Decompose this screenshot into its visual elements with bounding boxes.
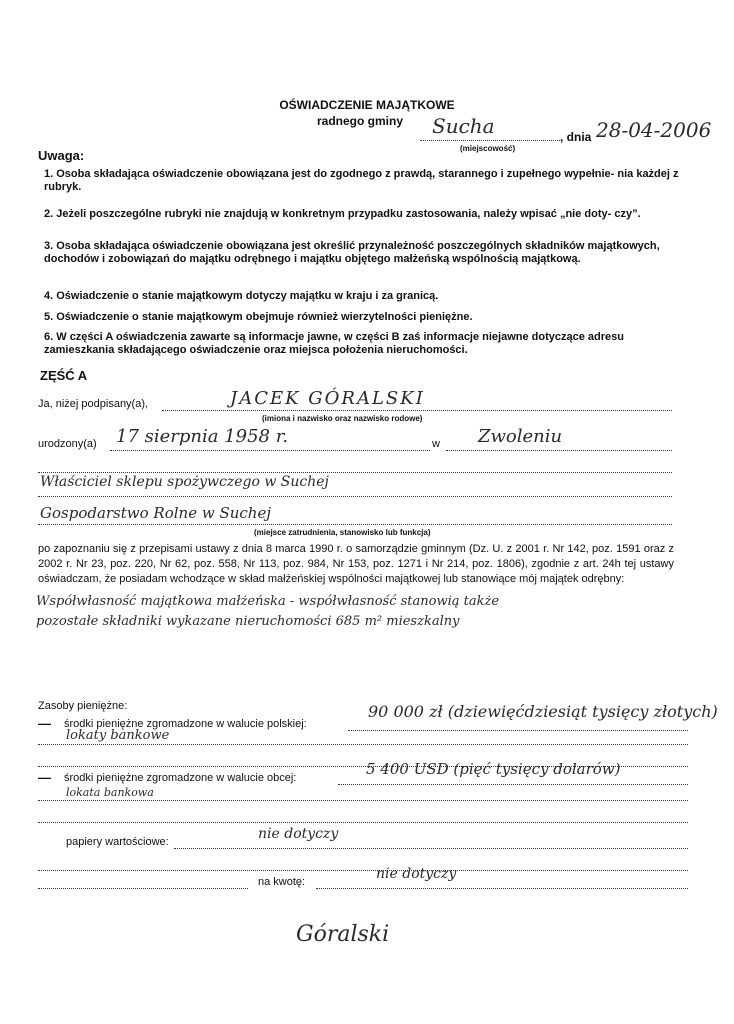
note-number: 4. [44,290,54,302]
foreign-line-3 [38,822,688,823]
foreign-value-2: lokata bankowa [66,786,154,799]
pln-line [348,730,688,731]
job-line-2: Gospodarstwo Rolne w Suchej [40,504,271,522]
note-text: Jeżeli poszczególne rubryki nie znajdują w konkretnym przypadku zastosowania, należy wpisać „nie doty- czy”. [56,208,641,220]
securities-label: papiery wartościowe: [66,836,169,848]
note-text: W części A oświadczenia zawarte są informacje jawne, w części B zaś informacje niejawne dotyczące adresu zamieszkania składającego oświadczenie oraz miejsca położenia nieruchomości. [44,331,624,356]
pln-value-2: lokaty bankowe [66,728,170,743]
signed-label: Ja, niżej podpisany(a), [38,398,149,410]
place-value: Sucha [432,114,495,138]
name-caption: (imiona i nazwisko oraz nazwisko rodowe) [262,414,423,423]
foreign-line-2 [38,800,688,801]
notes-heading: Uwaga: [38,148,85,163]
securities-value: nie dotyczy [258,826,339,842]
amount-line [316,888,688,889]
name-value: JACEK GÓRALSKI [230,388,425,409]
born-place-line [446,450,672,451]
page-title: OŚWIADCZENIE MAJĄTKOWE [279,98,455,112]
statement-text: po zapoznaniu się z przepisami ustawy z dnia 8 marca 1990 r. o samorządzie gminnym (Dz. U. z 2001 r. Nr 142, poz. 1591 oraz z 2002 r. Nr 23, poz. 220, Nr 62, poz. 558, Nr 113, poz. 984, Nr 153, poz. 1271 i Nr 214, poz. 1806), zgodnie z art. 24h tej ustawy oświadczam, że posiadam wchodzące w skład małżeńskiej wspólności majątkowej lub stanowiące mój majątek odrębny: [38,543,674,585]
dash-marker: — [38,770,51,785]
job-caption: (miejsce zatrudnienia, stanowisko lub funkcja) [254,528,431,537]
statement-handwritten-2: pozostałe składniki wykazane nieruchomości 685 m² mieszkalny [36,614,460,629]
place-line [420,140,560,141]
part-a-heading: ZĘŚĆ A [40,368,88,383]
signature: Góralski [296,922,390,947]
pln-line-2 [38,744,688,745]
securities-line [174,848,688,849]
foreign-label: środki pieniężne zgromadzone w walucie obcej: [64,772,297,784]
note-5 [44,311,684,324]
born-date: 17 sierpnia 1958 r. [116,426,289,447]
foreign-line [338,784,688,785]
note-text: Osoba składająca oświadczenie obowiązana jest do zgodnego z prawdą, starannego i zupełnego wypełnie- nia każdej z rubryk. [44,168,679,193]
note-number: 5. [44,311,54,323]
note-text: Oświadczenie o stanie majątkowym obejmuje również wierzytelności pieniężne. [56,311,473,323]
born-in-label: w [432,438,440,450]
born-label: urodzony(a) [38,438,97,450]
date-prefix: , dnia [560,130,592,144]
note-3 [44,240,684,266]
resources-heading: Zasoby pieniężne: [38,700,128,712]
foreign-value: 5 400 USD (pięć tysięcy dolarów) [366,760,621,778]
pln-value: 90 000 zł (dziewięćdziesiąt tysięcy złotych) [368,702,718,721]
note-6 [44,331,684,357]
note-number: 3. [44,240,54,252]
page-subtitle: radnego gminy [316,114,403,128]
note-1 [44,168,684,194]
place-caption: (miejscowość) [460,144,516,153]
job-line-2-rule [38,524,672,525]
pln-label: środki pieniężne zgromadzone w walucie polskiej: [64,718,307,730]
note-number: 6. [44,331,54,343]
born-date-line [110,450,430,451]
note-text: Oświadczenie o stanie majątkowym dotyczy majątku w kraju i za granicą. [56,290,439,302]
blank-line [38,472,672,473]
note-2 [44,208,684,221]
note-text: Osoba składająca oświadczenie obowiązana jest określić przynależność poszczególnych składników majątkowych, dochodów i zobowiązań do majątku odrębnego i majątku objętego małżeńską wspólnością majątkową. [44,240,660,265]
statement-handwritten-1: Współwłasność majątkowa małżeńska - współwłasność stanowią także [36,594,500,609]
amount-line-left [38,888,248,889]
note-4 [44,290,684,303]
job-line-1-rule [38,496,672,497]
name-line [162,410,672,411]
note-number: 1. [44,168,54,180]
amount-value: nie dotyczy [376,866,457,882]
dash-marker: — [38,716,51,731]
date-value: 28-04-2006 [596,118,712,142]
amount-label: na kwotę: [258,876,306,888]
born-place: Zwoleniu [478,426,563,447]
note-number: 2. [44,208,54,220]
job-line-1: Właściciel sklepu spożywczego w Suchej [40,474,329,490]
securities-line-2 [38,870,688,871]
